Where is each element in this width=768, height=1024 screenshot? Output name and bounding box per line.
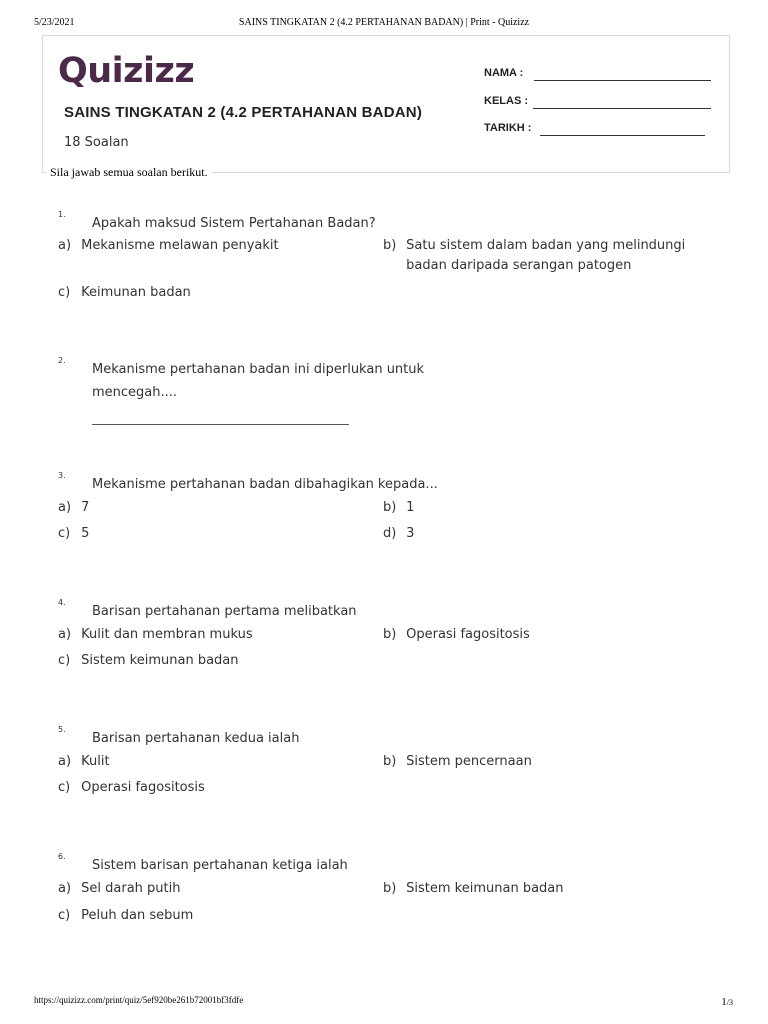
option-text: 7	[81, 500, 90, 515]
option-text: Keimunan badan	[81, 285, 191, 300]
question-text: Sistem barisan pertahanan ketiga ialah	[92, 858, 348, 873]
question-count: 18 Soalan	[64, 135, 129, 150]
name-field	[484, 67, 523, 79]
option-a	[58, 498, 89, 518]
option-text: Sistem keimunan badan	[406, 881, 564, 896]
option-text: Operasi fagositosis	[81, 780, 205, 795]
page-total: /3	[726, 998, 733, 1007]
option-label: b)	[383, 627, 397, 642]
option-label: b)	[383, 754, 397, 769]
option-c	[58, 651, 239, 671]
option-b	[383, 752, 532, 772]
class-field-line	[533, 108, 711, 109]
option-label: c)	[58, 780, 71, 795]
question-number: 2.	[58, 356, 66, 365]
print-title: SAINS TINGKATAN 2 (4.2 PERTAHANAN BADAN) | Print - Quizizz	[238, 17, 530, 28]
question-number: 5.	[58, 725, 66, 734]
option-c	[58, 778, 205, 798]
option-label: a)	[58, 500, 72, 515]
question-text: Mekanisme pertahanan badan ini diperlukan untuk mencegah....	[92, 362, 425, 400]
option-text: Satu sistem dalam badan yang melindungi badan daripada serangan patogen	[406, 238, 686, 273]
page-current: 1	[721, 996, 727, 1008]
class-field-label: KELAS :	[484, 95, 528, 107]
option-text: Mekanisme melawan penyakit	[81, 238, 279, 253]
option-text: Operasi fagositosis	[406, 627, 530, 642]
option-b	[383, 625, 530, 645]
option-b	[383, 879, 564, 899]
quiz-title: SAINS TINGKATAN 2 (4.2 PERTAHANAN BADAN)	[64, 104, 423, 121]
option-c	[58, 906, 193, 926]
question-text: Mekanisme pertahanan badan dibahagikan kepada...	[92, 477, 438, 492]
option-label: b)	[383, 881, 397, 896]
name-field-line	[534, 80, 711, 81]
option-label: a)	[58, 754, 72, 769]
question-number: 6.	[58, 852, 66, 861]
question-number: 4.	[58, 598, 66, 607]
option-text: 1	[406, 500, 415, 515]
option-a	[58, 625, 253, 645]
class-field	[484, 95, 528, 107]
question-text: Barisan pertahanan pertama melibatkan	[92, 604, 357, 619]
option-text: Sistem pencernaan	[406, 754, 532, 769]
option-label: a)	[58, 627, 72, 642]
question-text: Apakah maksud Sistem Pertahanan Badan?	[92, 216, 376, 231]
question-number: 3.	[58, 471, 66, 480]
option-label: b)	[383, 500, 397, 515]
print-date: 5/23/2021	[34, 17, 75, 28]
option-label: c)	[58, 908, 71, 923]
option-label: c)	[58, 653, 71, 668]
option-c	[58, 283, 191, 303]
question-number: 1.	[58, 210, 66, 219]
quizizz-logo: Quizizz	[58, 51, 195, 91]
option-text: Kulit dan membran mukus	[81, 627, 253, 642]
option-text: Kulit	[81, 754, 110, 769]
question-text: Barisan pertahanan kedua ialah	[92, 731, 300, 746]
instructions: Sila jawab semua soalan berikut.	[47, 165, 211, 180]
option-label: a)	[58, 881, 72, 896]
date-field	[484, 122, 531, 134]
answer-line	[92, 424, 349, 425]
option-label: c)	[58, 526, 71, 541]
option-text: 3	[406, 526, 415, 541]
option-d	[383, 524, 414, 544]
date-field-label: TARIKH :	[484, 122, 532, 134]
option-a	[58, 879, 180, 899]
option-label: c)	[58, 285, 71, 300]
page-number	[721, 996, 733, 1008]
option-text: 5	[81, 526, 90, 541]
name-field-label: NAMA :	[484, 67, 524, 79]
option-b	[383, 498, 414, 518]
option-a	[58, 752, 110, 772]
option-text: Peluh dan sebum	[81, 908, 194, 923]
option-text: Sistem keimunan badan	[81, 653, 239, 668]
option-c	[58, 524, 89, 544]
option-label: d)	[383, 526, 397, 541]
option-label: a)	[58, 238, 72, 253]
option-a	[58, 236, 279, 256]
print-url: https://quizizz.com/print/quiz/5ef920be261b72001bf3fdfe	[34, 995, 244, 1005]
option-label: b)	[383, 238, 397, 253]
option-b	[383, 236, 696, 276]
date-field-line	[540, 135, 705, 136]
option-text: Sel darah putih	[81, 881, 181, 896]
